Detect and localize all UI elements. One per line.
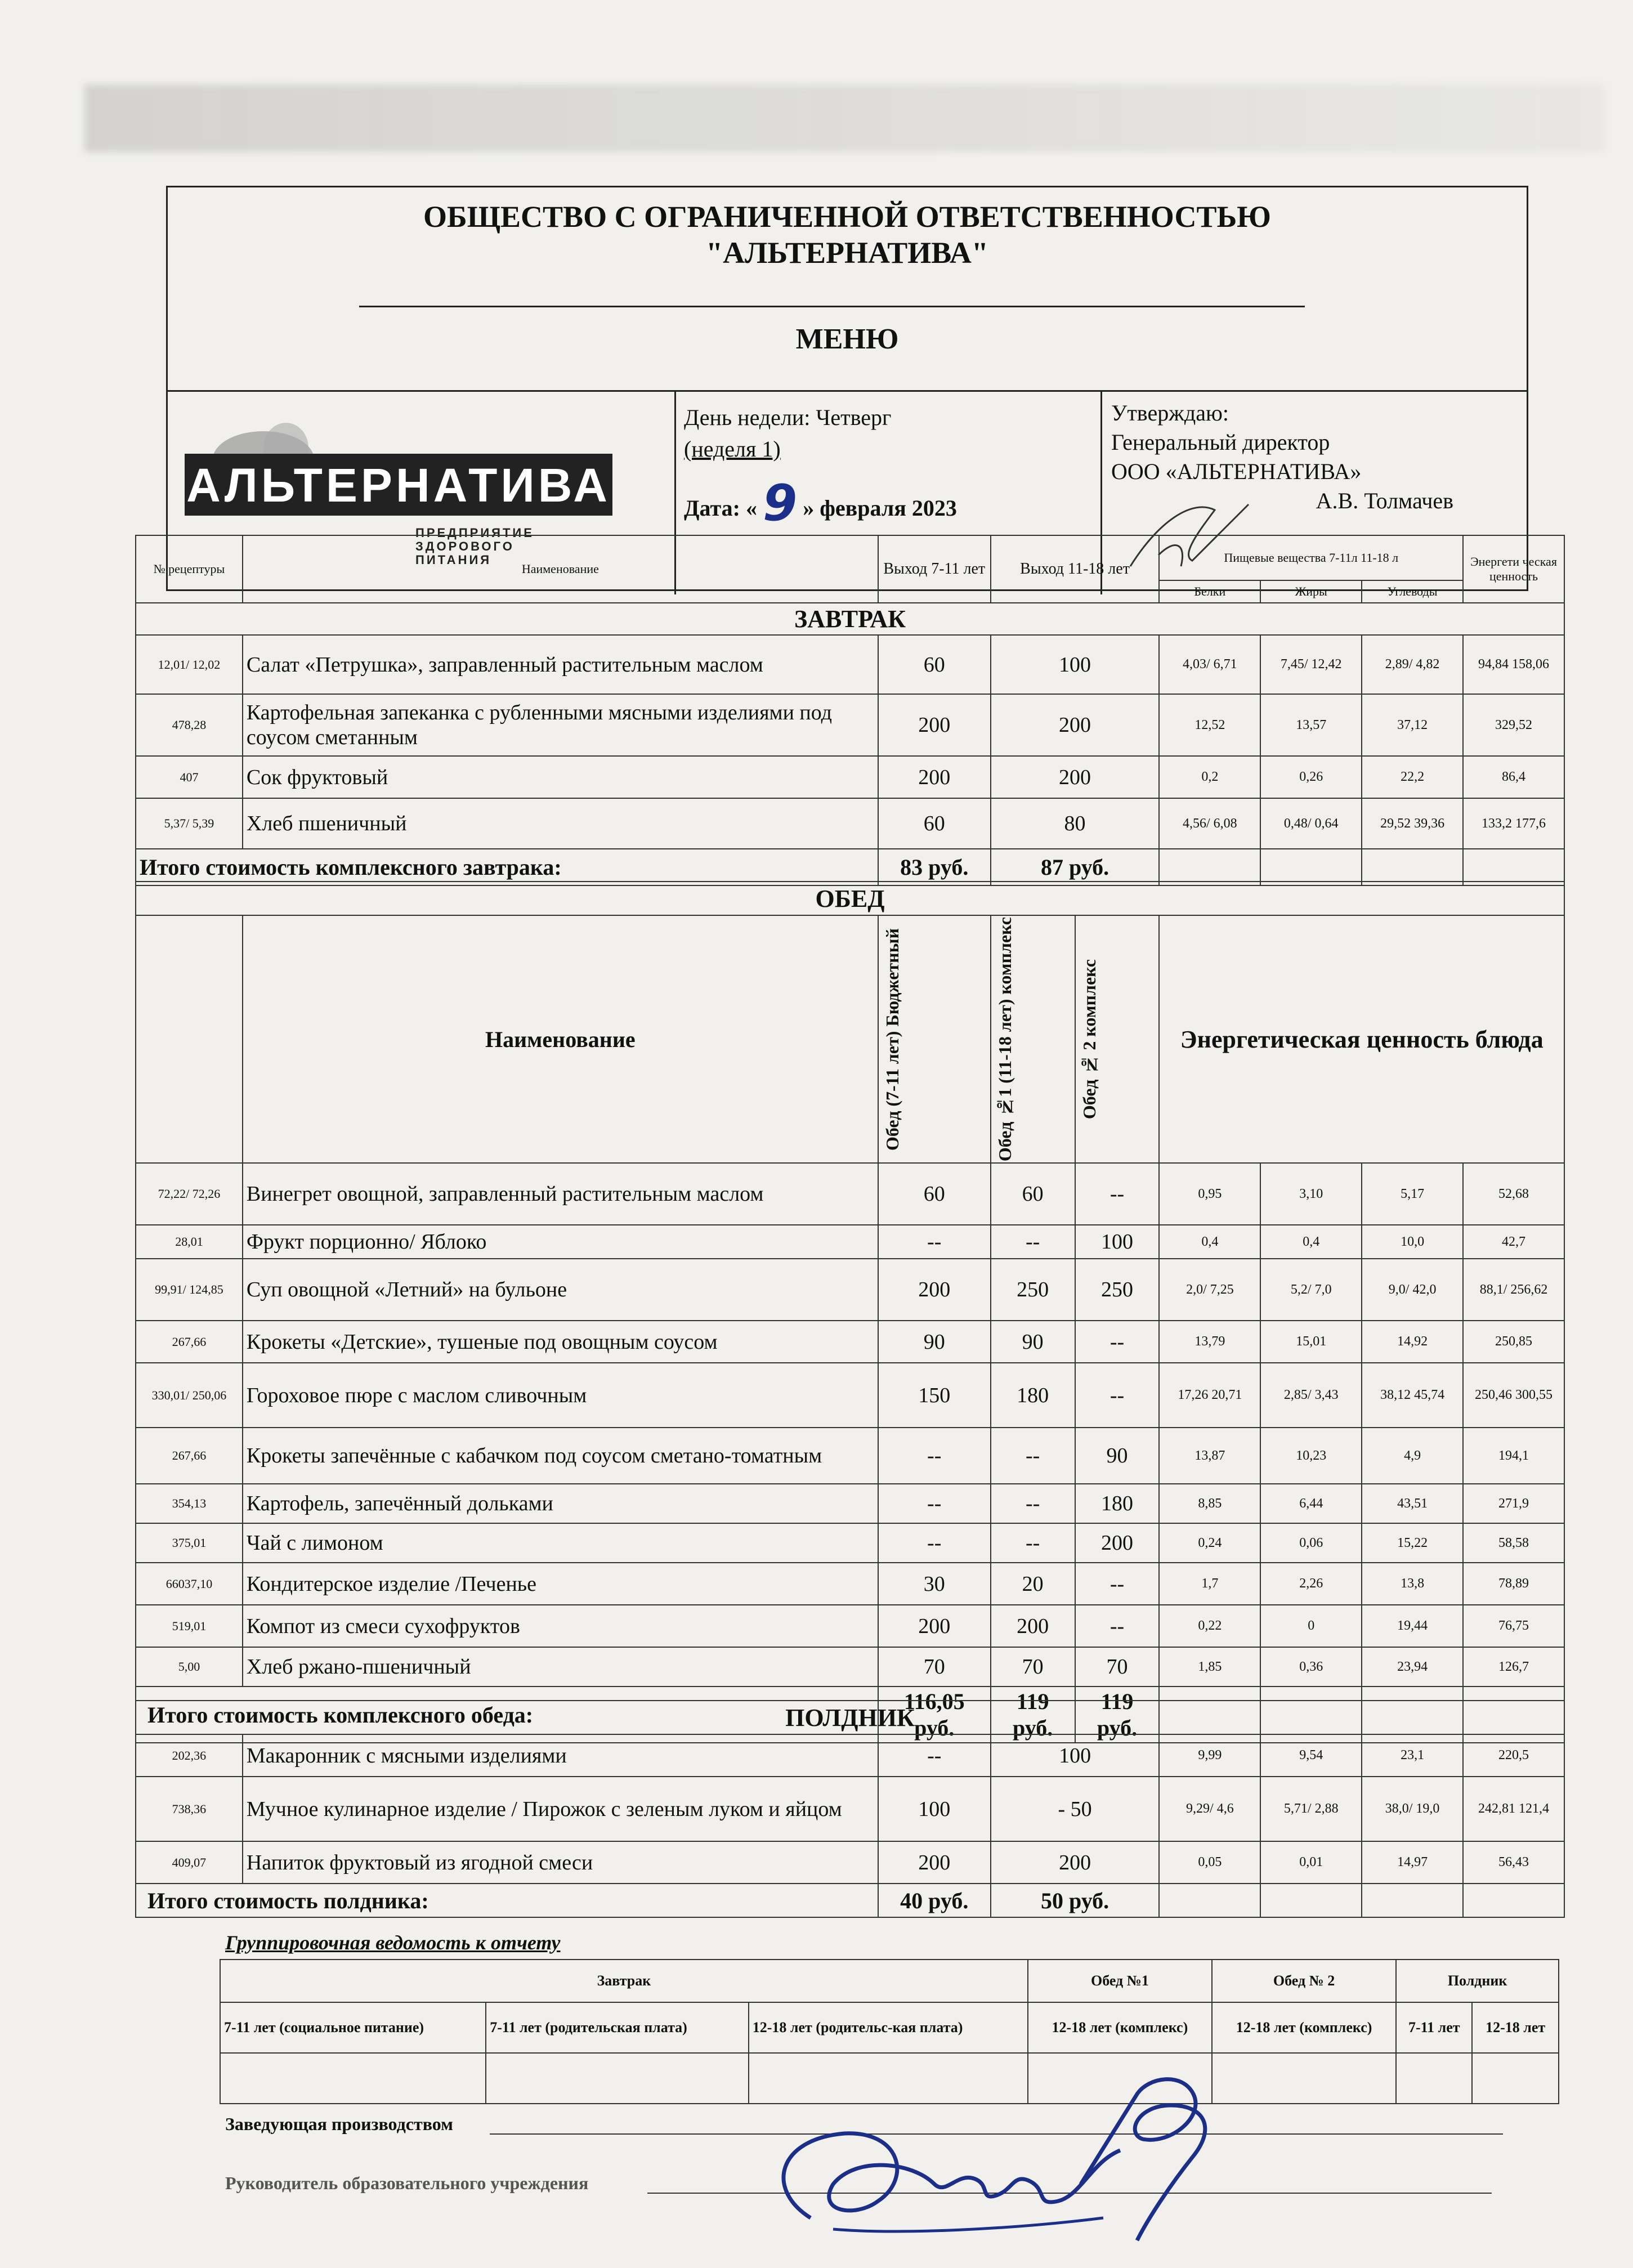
recipe-no: 330,01/ 250,06 xyxy=(136,1363,243,1428)
protein: 13,87 xyxy=(1159,1428,1260,1484)
lunch-budget: 60 xyxy=(878,1163,991,1225)
grp-col-7: 12-18 лет xyxy=(1472,2002,1559,2053)
lunch-complex-1: -- xyxy=(991,1484,1075,1523)
grp-cell xyxy=(1472,2053,1559,2104)
carbs: 38,12 45,74 xyxy=(1362,1363,1463,1428)
breakfast-total-row xyxy=(136,849,1564,885)
table-row xyxy=(136,1363,1564,1428)
protein: 12,52 xyxy=(1159,694,1260,756)
table-row xyxy=(136,1428,1564,1484)
lunch-complex-1: -- xyxy=(991,1428,1075,1484)
snack-title: ПОЛДНИК xyxy=(136,1701,1564,1734)
energy: 78,89 xyxy=(1463,1563,1564,1605)
lunch-complex-2: -- xyxy=(1075,1563,1160,1605)
date-day-handwritten: 9 xyxy=(762,474,798,532)
lunch-budget: 200 xyxy=(878,1605,991,1647)
col-fat: Жиры xyxy=(1260,580,1362,603)
approve-org: ООО «АЛЬТЕРНАТИВА» xyxy=(1111,459,1362,484)
fat: 0,4 xyxy=(1260,1225,1362,1259)
lunch-complex-1: 200 xyxy=(991,1605,1075,1647)
table-row xyxy=(136,756,1564,798)
dish-name: Гороховое пюре с маслом сливочным xyxy=(243,1363,878,1428)
yield-2: 80 xyxy=(991,798,1160,849)
fat: 5,71/ 2,88 xyxy=(1260,1777,1362,1841)
fat: 6,44 xyxy=(1260,1484,1362,1523)
fat: 0,36 xyxy=(1260,1647,1362,1687)
energy: 76,75 xyxy=(1463,1605,1564,1647)
week-number: (неделя 1) xyxy=(684,436,781,462)
total-price-1: 40 руб. xyxy=(878,1884,991,1917)
svg-text:ПРЕДПРИЯТИЕ: ПРЕДПРИЯТИЕ xyxy=(415,526,534,540)
recipe-no: 28,01 xyxy=(136,1225,243,1259)
yield-2: 100 xyxy=(991,1734,1160,1777)
dish-name: Сок фруктовый xyxy=(243,756,878,798)
dish-name: Чай с лимоном xyxy=(243,1523,878,1563)
breakfast-table xyxy=(135,535,1565,886)
grp-col-6: 7-11 лет xyxy=(1396,2002,1472,2053)
recipe-no: 267,66 xyxy=(136,1428,243,1484)
lunch-complex-1: 60 xyxy=(991,1163,1075,1225)
fat: 9,54 xyxy=(1260,1734,1362,1777)
fat: 2,26 xyxy=(1260,1563,1362,1605)
carbs: 23,94 xyxy=(1362,1647,1463,1687)
dish-name: Крокеты запечённые с кабачком под соусом сметано-томатным xyxy=(243,1428,878,1484)
protein: 0,95 xyxy=(1159,1163,1260,1225)
lunch-complex-2: 200 xyxy=(1075,1523,1160,1563)
dish-name: Макаронник с мясными изделиями xyxy=(243,1734,878,1777)
carbs: 13,8 xyxy=(1362,1563,1463,1605)
recipe-no: 478,28 xyxy=(136,694,243,756)
protein: 2,0/ 7,25 xyxy=(1159,1259,1260,1321)
grp-col-5: 12-18 лет (комплекс) xyxy=(1212,2002,1396,2053)
protein: 0,4 xyxy=(1159,1225,1260,1259)
recipe-no: 519,01 xyxy=(136,1605,243,1647)
protein: 4,03/ 6,71 xyxy=(1159,635,1260,694)
carbs: 2,89/ 4,82 xyxy=(1362,635,1463,694)
lunch-complex-1: -- xyxy=(991,1523,1075,1563)
col-protein: Белки xyxy=(1159,580,1260,603)
total-price-1: 83 руб. xyxy=(878,849,991,885)
carbs: 38,0/ 19,0 xyxy=(1362,1777,1463,1841)
lunch-budget: -- xyxy=(878,1484,991,1523)
carbs: 14,97 xyxy=(1362,1841,1463,1884)
dish-name: Компот из смеси сухофруктов xyxy=(243,1605,878,1647)
protein: 0,24 xyxy=(1159,1523,1260,1563)
recipe-no: 202,36 xyxy=(136,1734,243,1777)
protein: 0,05 xyxy=(1159,1841,1260,1884)
table-row xyxy=(136,1259,1564,1321)
grouping-title: Группировочная ведомость к отчету xyxy=(225,1931,561,1954)
lunch-col-energy: Энергетическая ценность блюда xyxy=(1159,915,1564,1163)
recipe-no: 66037,10 xyxy=(136,1563,243,1605)
table-row xyxy=(136,1647,1564,1687)
org-line-2: "АЛЬТЕРНАТИВА" xyxy=(706,236,988,270)
lunch-budget: 150 xyxy=(878,1363,991,1428)
col-recipe-no: № рецептуры xyxy=(136,535,243,603)
carbs: 29,52 39,36 xyxy=(1362,798,1463,849)
yield-1: 60 xyxy=(878,798,991,849)
lunch-col-budget: Обед (7-11 лет) Бюджетный xyxy=(882,928,902,1151)
yield-1: 200 xyxy=(878,756,991,798)
dish-name: Мучное кулинарное изделие / Пирожок с зеленым луком и яйцом xyxy=(243,1777,878,1841)
energy: 94,84 158,06 xyxy=(1463,635,1564,694)
grp-col-2: 7-11 лет (родительская плата) xyxy=(486,2002,749,2053)
lunch-col-name: Наименование xyxy=(243,915,878,1163)
grp-cell xyxy=(220,2053,486,2104)
energy: 88,1/ 256,62 xyxy=(1463,1259,1564,1321)
grp-col-4: 12-18 лет (комплекс) xyxy=(1028,2002,1212,2053)
lunch-complex-2: -- xyxy=(1075,1321,1160,1363)
fat: 5,2/ 7,0 xyxy=(1260,1259,1362,1321)
yield-2: 200 xyxy=(991,1841,1160,1884)
menu-sheet xyxy=(135,141,1576,2235)
fat: 7,45/ 12,42 xyxy=(1260,635,1362,694)
total-price-3: 119 руб. xyxy=(1075,1687,1160,1743)
col-yield-11-18: Выход 11-18 лет xyxy=(991,535,1160,603)
total-price-2: 119 руб. xyxy=(991,1687,1075,1743)
total-label: Итого стоимость полдника: xyxy=(136,1884,878,1917)
dish-name: Суп овощной «Летний» на бульоне xyxy=(243,1259,878,1321)
table-row xyxy=(136,798,1564,849)
organization-name xyxy=(168,199,1527,271)
energy: 242,81 121,4 xyxy=(1463,1777,1564,1841)
lunch-complex-2: -- xyxy=(1075,1605,1160,1647)
dish-name: Салат «Петрушка», заправленный растительным маслом xyxy=(243,635,878,694)
lunch-budget: 30 xyxy=(878,1563,991,1605)
table-row xyxy=(136,1734,1564,1777)
protein: 9,29/ 4,6 xyxy=(1159,1777,1260,1841)
lunch-complex-1: 250 xyxy=(991,1259,1075,1321)
yield-2: 200 xyxy=(991,756,1160,798)
carbs: 22,2 xyxy=(1362,756,1463,798)
energy: 133,2 177,6 xyxy=(1463,798,1564,849)
yield-1: -- xyxy=(878,1734,991,1777)
lunch-col-complex-1: Обед №1 (11-18 лет) комплекс xyxy=(994,917,1015,1162)
col-name: Наименование xyxy=(243,535,878,603)
approve-position: Генеральный директор xyxy=(1111,430,1330,455)
recipe-no: 267,66 xyxy=(136,1321,243,1363)
table-row xyxy=(136,1484,1564,1523)
lunch-rows xyxy=(136,1163,1564,1687)
fat: 0,06 xyxy=(1260,1523,1362,1563)
recipe-no: 99,91/ 124,85 xyxy=(136,1259,243,1321)
col-energy: Энергети ческая ценность xyxy=(1463,535,1564,603)
lunch-table xyxy=(135,881,1565,1743)
lunch-complex-2: -- xyxy=(1075,1363,1160,1428)
grp-cell xyxy=(486,2053,749,2104)
carbs: 37,12 xyxy=(1362,694,1463,756)
energy: 194,1 xyxy=(1463,1428,1564,1484)
recipe-no: 72,22/ 72,26 xyxy=(136,1163,243,1225)
total-price-1: 116,05 руб. xyxy=(878,1687,991,1743)
date-line xyxy=(684,474,1093,532)
fat: 15,01 xyxy=(1260,1321,1362,1363)
lunch-complex-1: 70 xyxy=(991,1647,1075,1687)
svg-text:ПИТАНИЯ: ПИТАНИЯ xyxy=(415,553,492,567)
yield-1: 200 xyxy=(878,1841,991,1884)
protein: 1,85 xyxy=(1159,1647,1260,1687)
grp-lunch-2: Обед № 2 xyxy=(1212,1960,1396,2002)
protein: 17,26 20,71 xyxy=(1159,1363,1260,1428)
energy: 220,5 xyxy=(1463,1734,1564,1777)
dish-name: Крокеты «Детские», тушеные под овощным соусом xyxy=(243,1321,878,1363)
protein: 8,85 xyxy=(1159,1484,1260,1523)
energy: 86,4 xyxy=(1463,756,1564,798)
lunch-budget: -- xyxy=(878,1225,991,1259)
total-label: Итого стоимость комплексного обеда: xyxy=(136,1687,878,1743)
grp-breakfast: Завтрак xyxy=(220,1960,1028,2002)
dish-name: Винегрет овощной, заправленный растительным маслом xyxy=(243,1163,878,1225)
carbs: 23,1 xyxy=(1362,1734,1463,1777)
carbs: 15,22 xyxy=(1362,1523,1463,1563)
energy: 52,68 xyxy=(1463,1163,1564,1225)
energy: 42,7 xyxy=(1463,1225,1564,1259)
recipe-no: 738,36 xyxy=(136,1777,243,1841)
energy: 58,58 xyxy=(1463,1523,1564,1563)
fat: 13,57 xyxy=(1260,694,1362,756)
fat: 0,48/ 0,64 xyxy=(1260,798,1362,849)
lunch-budget: -- xyxy=(878,1428,991,1484)
grp-lunch-1: Обед №1 xyxy=(1028,1960,1212,2002)
table-row xyxy=(136,1225,1564,1259)
yield-1: 100 xyxy=(878,1777,991,1841)
header-rule xyxy=(359,306,1305,307)
fat: 2,85/ 3,43 xyxy=(1260,1363,1362,1428)
energy: 271,9 xyxy=(1463,1484,1564,1523)
col-nutrients: Пищевые вещества 7-11л 11-18 л xyxy=(1159,535,1463,580)
yield-2: 200 xyxy=(991,694,1160,756)
grp-cell xyxy=(1396,2053,1472,2104)
org-line-1: ОБЩЕСТВО С ОГРАНИЧЕННОЙ ОТВЕТСТВЕННОСТЬЮ xyxy=(423,200,1271,234)
table-row xyxy=(136,635,1564,694)
protein: 13,79 xyxy=(1159,1321,1260,1363)
lunch-complex-2: 180 xyxy=(1075,1484,1160,1523)
dish-name: Картофель, запечённый дольками xyxy=(243,1484,878,1523)
lunch-col-complex-2: Обед № 2 комплекс xyxy=(1079,959,1099,1120)
table-row xyxy=(136,1523,1564,1563)
table-row xyxy=(136,1321,1564,1363)
breakfast-title: ЗАВТРАК xyxy=(136,603,1564,635)
day-of-week: День недели: Четверг xyxy=(684,405,892,430)
fat: 10,23 xyxy=(1260,1428,1362,1484)
protein: 9,99 xyxy=(1159,1734,1260,1777)
lunch-complex-1: 90 xyxy=(991,1321,1075,1363)
energy: 56,43 xyxy=(1463,1841,1564,1884)
energy: 250,85 xyxy=(1463,1321,1564,1363)
snack-total-row xyxy=(136,1884,1564,1917)
recipe-no: 409,07 xyxy=(136,1841,243,1884)
protein: 1,7 xyxy=(1159,1563,1260,1605)
recipe-no: 407 xyxy=(136,756,243,798)
energy: 250,46 300,55 xyxy=(1463,1363,1564,1428)
fat: 3,10 xyxy=(1260,1163,1362,1225)
protein: 0,2 xyxy=(1159,756,1260,798)
protein: 0,22 xyxy=(1159,1605,1260,1647)
table-row xyxy=(136,694,1564,756)
table-row xyxy=(136,1563,1564,1605)
recipe-no: 375,01 xyxy=(136,1523,243,1563)
energy: 126,7 xyxy=(1463,1647,1564,1687)
yield-1: 60 xyxy=(878,635,991,694)
lunch-complex-1: -- xyxy=(991,1225,1075,1259)
lunch-complex-2: 90 xyxy=(1075,1428,1160,1484)
menu-title: МЕНЮ xyxy=(795,323,899,355)
total-label: Итого стоимость комплексного завтрака: xyxy=(136,849,878,885)
energy: 329,52 xyxy=(1463,694,1564,756)
table-row xyxy=(136,1605,1564,1647)
lunch-complex-2: -- xyxy=(1075,1163,1160,1225)
grp-col-3: 12-18 лет (родительс-кая плата) xyxy=(749,2002,1028,2053)
lunch-complex-2: 250 xyxy=(1075,1259,1160,1321)
lunch-title: ОБЕД xyxy=(136,882,1564,915)
production-manager-label: Заведующая производством xyxy=(225,2114,453,2134)
table-row xyxy=(136,1163,1564,1225)
recipe-no: 354,13 xyxy=(136,1484,243,1523)
recipe-no: 12,01/ 12,02 xyxy=(136,635,243,694)
yield-2: - 50 xyxy=(991,1777,1160,1841)
dish-name: Хлеб ржано-пшеничный xyxy=(243,1647,878,1687)
fat: 0,01 xyxy=(1260,1841,1362,1884)
svg-text:АЛЬТЕРНАТИВА: АЛЬТЕРНАТИВА xyxy=(186,459,611,512)
yield-1: 200 xyxy=(878,694,991,756)
school-head-label: Руководитель образовательного учреждения xyxy=(225,2173,589,2193)
recipe-no: 5,37/ 5,39 xyxy=(136,798,243,849)
lunch-complex-2: 100 xyxy=(1075,1225,1160,1259)
carbs: 14,92 xyxy=(1362,1321,1463,1363)
approve-label: Утверждаю: xyxy=(1111,400,1229,426)
dish-name: Фрукт порционно/ Яблоко xyxy=(243,1225,878,1259)
date-suffix: » февраля 2023 xyxy=(803,495,957,521)
col-yield-7-11: Выход 7-11 лет xyxy=(878,535,991,603)
recipe-no: 5,00 xyxy=(136,1647,243,1687)
carbs: 43,51 xyxy=(1362,1484,1463,1523)
header-block xyxy=(166,186,1528,591)
lunch-complex-1: 180 xyxy=(991,1363,1075,1428)
date-prefix: Дата: « xyxy=(684,495,757,521)
total-price-2: 87 руб. xyxy=(991,849,1160,885)
svg-text:ЗДОРОВОГО: ЗДОРОВОГО xyxy=(415,539,514,553)
table-row xyxy=(136,1841,1564,1884)
approve-name: А.В. Толмачев xyxy=(1316,488,1453,513)
fat: 0,26 xyxy=(1260,756,1362,798)
col-carbs: Углеводы xyxy=(1362,580,1463,603)
total-price-2: 50 руб. xyxy=(991,1884,1160,1917)
lunch-budget: 90 xyxy=(878,1321,991,1363)
lunch-complex-1: 20 xyxy=(991,1563,1075,1605)
lunch-complex-2: 70 xyxy=(1075,1647,1160,1687)
fat: 0 xyxy=(1260,1605,1362,1647)
table-row xyxy=(136,1777,1564,1841)
snack-table xyxy=(135,1700,1565,1918)
carbs: 10,0 xyxy=(1362,1225,1463,1259)
dish-name: Кондитерское изделие /Печенье xyxy=(243,1563,878,1605)
carbs: 9,0/ 42,0 xyxy=(1362,1259,1463,1321)
lunch-budget: -- xyxy=(878,1523,991,1563)
grp-snack: Полдник xyxy=(1396,1960,1559,2002)
protein: 4,56/ 6,08 xyxy=(1159,798,1260,849)
carbs: 4,9 xyxy=(1362,1428,1463,1484)
lunch-budget: 200 xyxy=(878,1259,991,1321)
yield-2: 100 xyxy=(991,635,1160,694)
dish-name: Картофельная запеканка с рубленными мясными изделиями под соусом сметанным xyxy=(243,694,878,756)
grp-col-1: 7-11 лет (социальное питание) xyxy=(220,2002,486,2053)
carbs: 19,44 xyxy=(1362,1605,1463,1647)
dish-name: Напиток фруктовый из ягодной смеси xyxy=(243,1841,878,1884)
carbs: 5,17 xyxy=(1362,1163,1463,1225)
dish-name: Хлеб пшеничный xyxy=(243,798,878,849)
handwritten-signature xyxy=(732,2049,1283,2263)
lunch-budget: 70 xyxy=(878,1647,991,1687)
